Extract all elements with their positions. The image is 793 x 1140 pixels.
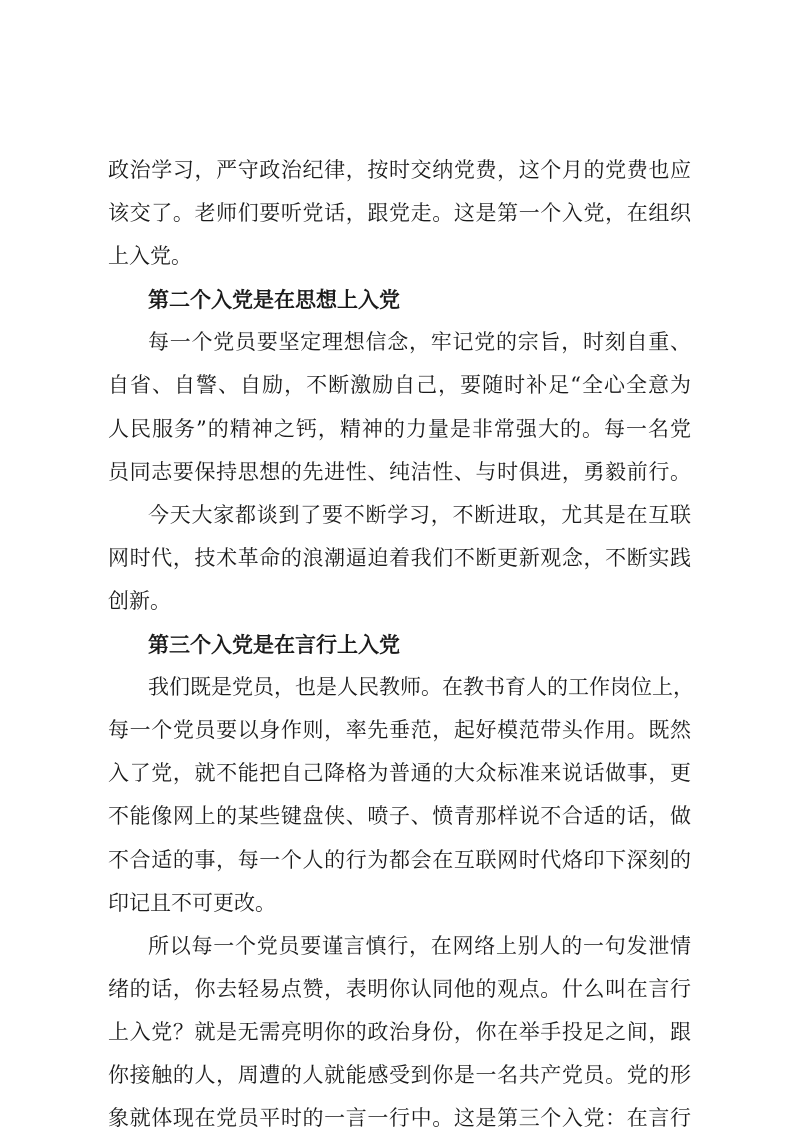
paragraph-line: 创新。 <box>108 588 171 613</box>
paragraph-line: 该交了。老师们要听党话，跟党走。这是第一个入党，在组织 <box>108 201 691 226</box>
paragraph-line: 自省、自警、自励，不断激励自己，要随时补足“全心全意为 <box>108 373 691 398</box>
paragraph-line: 你接触的人，周遭的人就能感受到你是一名共产党员。党的形 <box>108 1062 691 1087</box>
paragraph-line: 上入党？就是无需亮明你的政治身份，你在举手投足之间，跟 <box>108 1019 691 1044</box>
paragraph-line: 政治学习，严守政治纪律，按时交纳党费，这个月的党费也应 <box>108 158 691 182</box>
section-heading: 第三个入党是在言行上入党 <box>148 632 400 658</box>
paragraph-line: 所以每一个党员要谨言慎行，在网络上别人的一句发泄情 <box>148 933 691 958</box>
paragraph-line: 绪的话，你去轻易点赞，表明你认同他的观点。什么叫在言行 <box>108 976 691 1001</box>
paragraph-line: 每一个党员要坚定理想信念，牢记党的宗旨，时刻自重、 <box>148 330 691 355</box>
paragraph-line: 我们既是党员，也是人民教师。在教书育人的工作岗位上， <box>148 675 694 700</box>
section-heading: 第二个入党是在思想上入党 <box>148 287 400 313</box>
paragraph-line: 印记且不可更改。 <box>108 890 276 915</box>
paragraph-line: 今天大家都谈到了要不断学习，不断进取，尤其是在互联 <box>148 502 691 527</box>
paragraph-line: 人民服务”的精神之钙，精神的力量是非常强大的。每一名党 <box>108 416 691 441</box>
paragraph-line: 象就体现在党员平时的一言一行中。这是第三个入党：在言行 <box>108 1106 691 1131</box>
paragraph-line: 网时代，技术革命的浪潮逼迫着我们不断更新观念，不断实践 <box>108 545 691 570</box>
paragraph-line: 上入党。 <box>108 244 192 269</box>
paragraph-line: 不合适的事，每一个人的行为都会在互联网时代烙印下深刻的 <box>108 847 691 872</box>
paragraph-line: 每一个党员要以身作则，率先垂范，起好模范带头作用。既然 <box>108 718 691 743</box>
paragraph-line: 不能像网上的某些键盘侠、喷子、愤青那样说不合适的话，做 <box>108 804 691 829</box>
paragraph-line: 员同志要保持思想的先进性、纯洁性、与时俱进，勇毅前行。 <box>108 459 691 484</box>
paragraph-line: 入了党，就不能把自己降格为普通的大众标准来说话做事，更 <box>108 761 691 786</box>
document-body <box>108 149 694 1140</box>
